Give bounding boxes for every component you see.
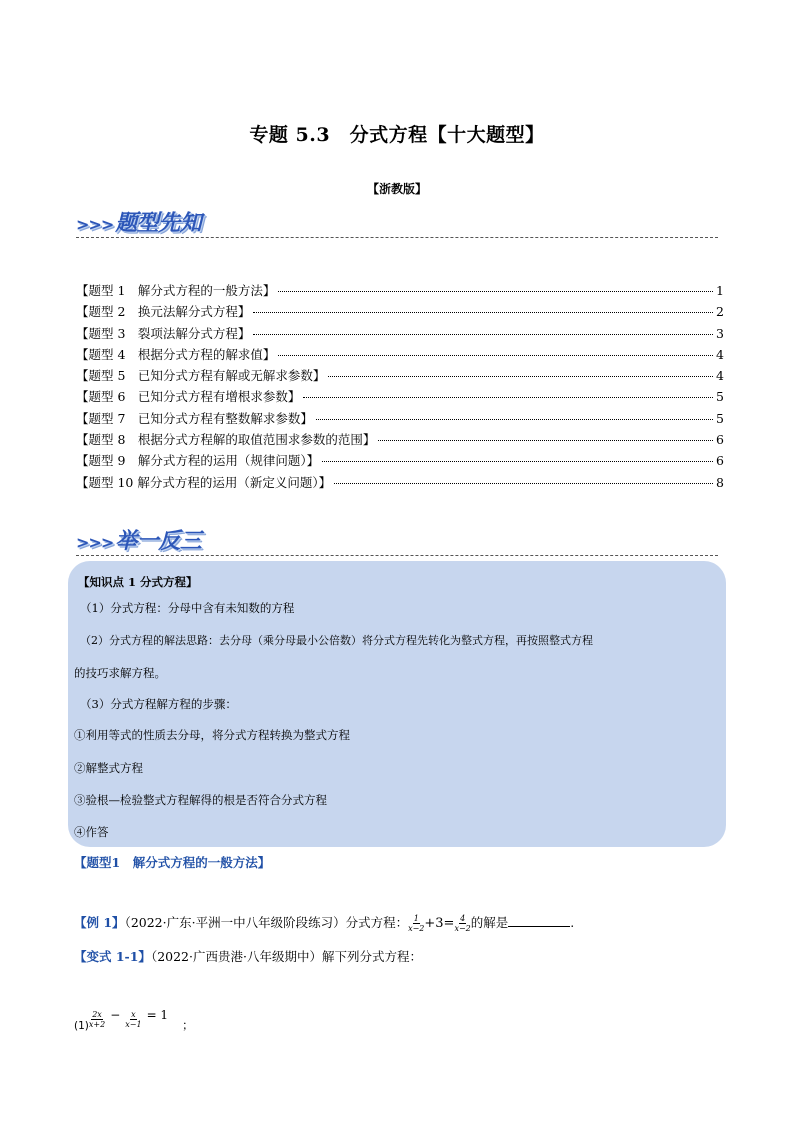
banner-divider xyxy=(76,237,718,238)
fraction-denominator: x+2 xyxy=(88,1020,106,1029)
knowledge-line-2a: （2）分式方程的解法思路：去分母（乘分母最小公倍数）将分式方程先转化为整式方程，再按照整式方程 xyxy=(80,634,593,647)
banner-practice xyxy=(76,524,201,555)
fraction xyxy=(408,914,424,933)
fraction-denominator: x−2 xyxy=(408,924,425,933)
toc-entry-label: 【题型 9 解分式方程的运用（规律问题）】 xyxy=(76,453,320,469)
toc-entry[interactable] xyxy=(76,366,724,387)
fraction xyxy=(89,1010,105,1029)
toc-entry-page: 5 xyxy=(716,389,724,405)
example-1 xyxy=(74,913,574,933)
knowledge-line-2b: 的技巧求解方程。 xyxy=(74,666,166,680)
fraction xyxy=(454,914,470,933)
toc-leader-dots xyxy=(278,355,713,356)
toc-entry-label: 【题型 8 根据分式方程解的取值范围求参数的范围】 xyxy=(76,432,376,448)
banner-practice-text: 举一反三 xyxy=(115,529,202,554)
toc-entry-label: 【题型 3 裂项法解分式方程】 xyxy=(76,325,251,341)
toc-entry-page: 2 xyxy=(716,304,724,320)
fraction xyxy=(125,1010,141,1029)
example-label: 【例 1】 xyxy=(74,915,125,930)
toc-entry[interactable] xyxy=(76,409,724,430)
toc-leader-dots xyxy=(253,312,713,313)
banner-arrows-icon: >>> xyxy=(76,533,114,552)
fraction-numerator: 1 xyxy=(413,914,419,923)
toc-entry-label: 【题型 1 解分式方程的一般方法】 xyxy=(76,283,276,298)
toc-leader-dots xyxy=(253,334,713,335)
toc-leader-dots xyxy=(378,440,713,441)
fraction-numerator: 2x xyxy=(92,1010,102,1019)
toc-entry-label: 【题型 6 已知分式方程有增根求参数】 xyxy=(76,389,301,405)
banner-preview-text: 题型先知 xyxy=(115,211,202,236)
toc-entry[interactable] xyxy=(76,324,724,345)
toc-entry[interactable] xyxy=(76,387,724,408)
toc-entry-page: 1 xyxy=(716,283,724,298)
toc-entry[interactable] xyxy=(76,430,724,451)
toc-entry-page: 4 xyxy=(716,346,724,362)
edition-label: 【浙教版】 xyxy=(366,182,427,196)
knowledge-line-1: （1）分式方程：分母中含有未知数的方程 xyxy=(80,601,295,615)
banner-preview xyxy=(76,206,201,237)
page-title: 专题 5.3 分式方程【十大题型】 xyxy=(249,124,545,146)
banner-divider xyxy=(76,555,718,556)
toc-entry-label: 【题型 5 已知分式方程有解或无解求参数】 xyxy=(76,368,326,384)
fraction-numerator: x xyxy=(131,1010,136,1019)
equation-rhs: = 1 xyxy=(146,1008,169,1022)
toc-leader-dots xyxy=(322,461,713,462)
toc-entry-page: 6 xyxy=(716,432,724,448)
toc-entry-page: 8 xyxy=(716,474,724,490)
variant-text: （2022·广西贵港·八年级期中）解下列分式方程： xyxy=(150,949,422,964)
variant-1-1 xyxy=(74,947,422,965)
toc-entry-page: 4 xyxy=(716,368,724,384)
toc-entry-page: 6 xyxy=(716,453,724,469)
toc-entry-page: 3 xyxy=(716,325,724,341)
toc-entry[interactable] xyxy=(76,281,724,302)
toc-entry-label: 【题型 2 换元法解分式方程】 xyxy=(76,304,251,320)
toc-leader-dots xyxy=(303,397,713,398)
toc-entry[interactable] xyxy=(76,473,724,494)
subproblem-1 xyxy=(74,1008,194,1033)
toc-entry-page: 5 xyxy=(716,410,724,426)
example-tail: 的解是 xyxy=(470,915,509,930)
knowledge-step-3: ③验根—检验整式方程解得的根是否符合分式方程 xyxy=(74,793,327,807)
variant-label: 【变式 1-1】 xyxy=(74,949,151,964)
fraction-numerator: 4 xyxy=(460,914,466,923)
example-end: . xyxy=(570,915,575,930)
table-of-contents xyxy=(76,281,724,494)
knowledge-step-2: ②解整式方程 xyxy=(74,761,143,775)
minus-sign: − xyxy=(110,1008,121,1022)
toc-entry[interactable] xyxy=(76,302,724,323)
knowledge-line-3: （3）分式方程解方程的步骤： xyxy=(80,697,237,711)
fraction-denominator: x−2 xyxy=(454,924,471,933)
fraction-denominator: x−1 xyxy=(125,1020,142,1029)
toc-entry[interactable] xyxy=(76,345,724,366)
toc-entry[interactable] xyxy=(76,451,724,472)
toc-entry-label: 【题型 10 解分式方程的运用（新定义问题）】 xyxy=(76,474,332,490)
subproblem-end: ； xyxy=(182,1018,194,1032)
knowledge-heading: 【知识点 1 分式方程】 xyxy=(78,575,198,589)
example-text: （2022·广东·平洲一中八年级阶段练习）分式方程： xyxy=(124,915,409,930)
toc-leader-dots xyxy=(316,419,713,420)
equation-middle: +3= xyxy=(424,916,455,931)
section-heading: 【题型1 解分式方程的一般方法】 xyxy=(74,855,271,870)
banner-arrows-icon: >>> xyxy=(76,215,114,234)
knowledge-step-1: ①利用等式的性质去分母，将分式方程转换为整式方程 xyxy=(74,728,350,742)
knowledge-step-4: ④作答 xyxy=(74,825,109,839)
toc-leader-dots xyxy=(334,483,713,484)
toc-leader-dots xyxy=(328,376,713,377)
toc-entry-label: 【题型 7 已知分式方程有整数解求参数】 xyxy=(76,410,313,426)
toc-entry-label: 【题型 4 根据分式方程的解求值】 xyxy=(76,346,276,362)
subproblem-label: (1) xyxy=(74,1020,89,1032)
answer-blank xyxy=(508,914,570,927)
toc-leader-dots xyxy=(278,291,713,292)
